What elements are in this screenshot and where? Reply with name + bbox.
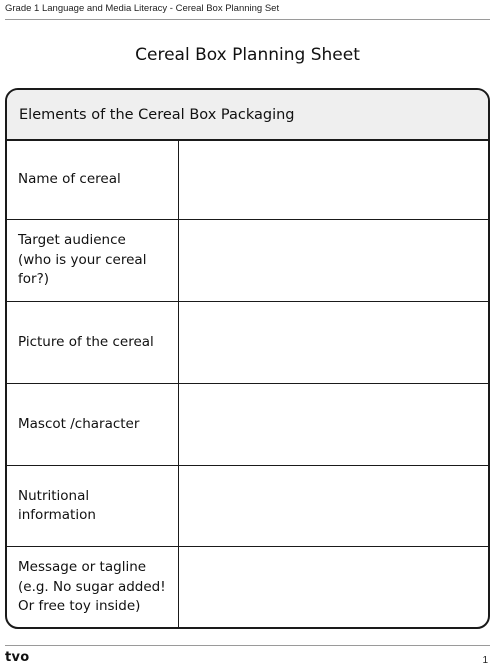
header-divider [5,19,490,20]
table-row [7,141,488,220]
answer-cell-message-or-tagline[interactable] [179,547,488,628]
page-title: Cereal Box Planning Sheet [135,45,360,65]
answer-cell-picture-of-cereal[interactable] [179,302,488,383]
table-row [7,466,488,547]
document-header: Grade 1 Language and Media Literacy - Cereal Box Planning Set [5,3,280,14]
footer-divider [5,645,490,646]
answer-cell-nutritional-information[interactable] [179,466,488,546]
table-row [7,302,488,384]
table-heading: Elements of the Cereal Box Packaging [7,90,488,141]
answer-cell-name-of-cereal[interactable] [179,141,488,219]
row-label-target-audience: Target audience (who is your cereal for?) [7,220,179,301]
planning-table [5,88,490,629]
table-row [7,547,488,628]
row-label-picture-of-cereal: Picture of the cereal [7,302,179,383]
row-label-message-or-tagline: Message or tagline (e.g. No sugar added! Or free toy inside) [7,547,179,628]
answer-cell-target-audience[interactable] [179,220,488,301]
table-row [7,384,488,466]
tvo-logo: tvo [5,650,30,665]
row-label-name-of-cereal: Name of cereal [7,141,179,219]
answer-cell-mascot-character[interactable] [179,384,488,465]
row-label-mascot-character: Mascot /character [7,384,179,465]
row-label-nutritional-information: Nutritional information [7,466,179,546]
page-number: 1 [482,655,488,666]
table-row [7,220,488,302]
